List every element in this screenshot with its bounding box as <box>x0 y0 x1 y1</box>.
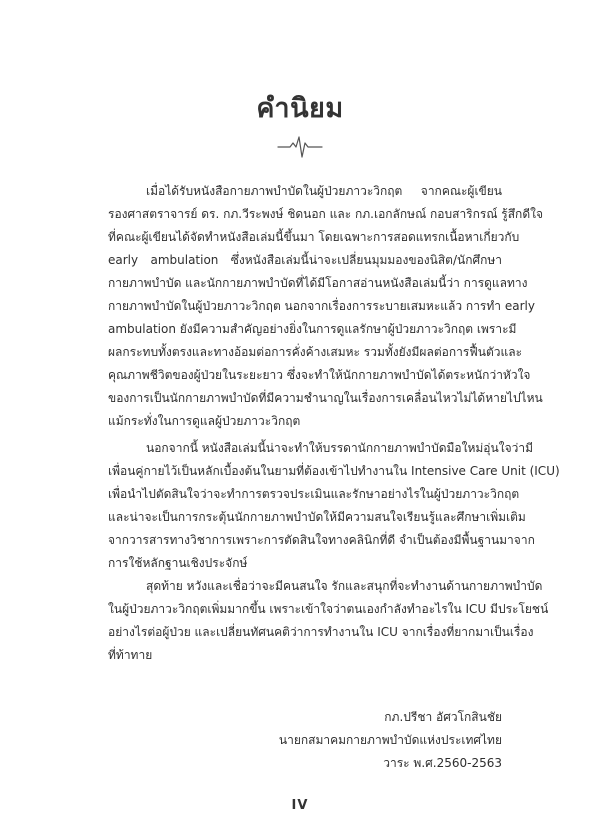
text-line: ผลกระทบทั้งตรงและทางอ้อมต่อการคั่งค้างเสมหะ รวมทั้งยังมีผลต่อการฟื้นตัวและ <box>108 345 523 359</box>
text-line: กายภาพบำบัด และนักกายภาพบำบัดที่ได้มีโอกาสอ่านหนังสือเล่มนี้ว่า การดูแลทาง <box>108 276 528 290</box>
signature-block <box>182 706 502 775</box>
paragraph-1 <box>108 180 543 433</box>
text-line: early ambulation ซึ่งหนังสือเล่มนี้น่าจะเปลี่ยนมุมมองของนิสิต/นักศึกษา <box>108 253 502 267</box>
paragraph-3 <box>108 575 549 667</box>
text-line: การใช้หลักฐานเชิงประจักษ์ <box>108 556 248 570</box>
text-line: ที่คณะผู้เขียนได้จัดทำหนังสือเล่มนี้ขึ้นมา โดยเฉพาะการสอดแทรกเนื้อหาเกี่ยวกับ <box>108 230 520 244</box>
text-line: ที่ท้าทาย <box>108 648 153 662</box>
text-line: เพื่อนคู่กายไว้เป็นหลักเบื้องต้นในยามที่ต้องเข้าไปทำงานใน Intensive Care Unit (ICU) <box>108 464 560 478</box>
text-line: แม้กระทั่งในการดูแลผู้ป่วยภาวะวิกฤต <box>108 414 301 428</box>
signatory-name: กภ.ปรีชา อัศวโกสินชัย <box>384 710 502 724</box>
text-line: ambulation ยังมีความสำคัญอย่างยิ่งในการดูแลรักษาผู้ป่วยภาวะวิกฤต เพราะมี <box>108 322 517 336</box>
preface-body <box>108 180 560 667</box>
signatory-position: นายกสมาคมกายภาพบำบัดแห่งประเทศไทย <box>278 733 502 747</box>
text-line: นอกจากนี้ หนังสือเล่มนี้น่าจะทำให้บรรดานักกายภาพบำบัดมือใหม่อุ่นใจว่ามี <box>146 441 533 455</box>
text-line: กายภาพบำบัดในผู้ป่วยภาวะวิกฤต นอกจากเรื่องการระบายเสมหะแล้ว การทำ early <box>108 299 535 313</box>
paragraph-2 <box>108 437 560 575</box>
text-line: สุดท้าย หวังและเชื่อว่าจะมีคนสนใจ รักและสนุกที่จะทำงานด้านกายภาพบำบัด <box>146 579 543 593</box>
text-line: จากวารสารทางวิชาการเพราะการตัดสินใจทางคลินิกที่ดี จำเป็นต้องมีพื้นฐานมาจาก <box>108 533 535 547</box>
text-line: ในผู้ป่วยภาวะวิกฤตเพิ่มมากขึ้น เพราะเข้าใจว่าตนเองกำลังทำอะไรใน ICU มีประโยชน์ <box>108 602 549 616</box>
heartbeat-pulse-icon <box>278 134 322 160</box>
page-number: IV <box>291 798 309 813</box>
text-line: ของการเป็นนักกายภาพบำบัดที่มีความชำนาญในเรื่องการเคลื่อนไหวไม่ได้หายไปไหน <box>108 391 543 405</box>
page-title: คำนิยม <box>256 93 344 124</box>
text-line: คุณภาพชีวิตของผู้ป่วยในระยะยาว ซึ่งจะทำให้นักกายภาพบำบัดได้ตระหนักว่าหัวใจ <box>108 368 531 382</box>
text-line: รองศาสตราจารย์ ดร. กภ.วีระพงษ์ ชิดนอก และ กภ.เอกลักษณ์ กอบสาริกรณ์ รู้สึกดีใจ <box>108 207 543 221</box>
text-line: เมื่อได้รับหนังสือกายภาพบำบัดในผู้ป่วยภาวะวิกฤต จากคณะผู้เขียน <box>146 184 502 198</box>
text-line: อย่างไรต่อผู้ป่วย และเปลี่ยนทัศนคติว่าการทำงานใน ICU จากเรื่องที่ยากมาเป็นเรื่อง <box>108 625 534 639</box>
signatory-term: วาระ พ.ศ.2560-2563 <box>383 756 502 770</box>
text-line: เพื่อนำไปตัดสินใจว่าจะทำการตรวจประเมินและรักษาอย่างไรในผู้ป่วยภาวะวิกฤต <box>108 487 520 501</box>
text-line: และน่าจะเป็นการกระตุ้นนักกายภาพบำบัดให้มีความสนใจเรียนรู้และศึกษาเพิ่มเติม <box>108 510 526 524</box>
